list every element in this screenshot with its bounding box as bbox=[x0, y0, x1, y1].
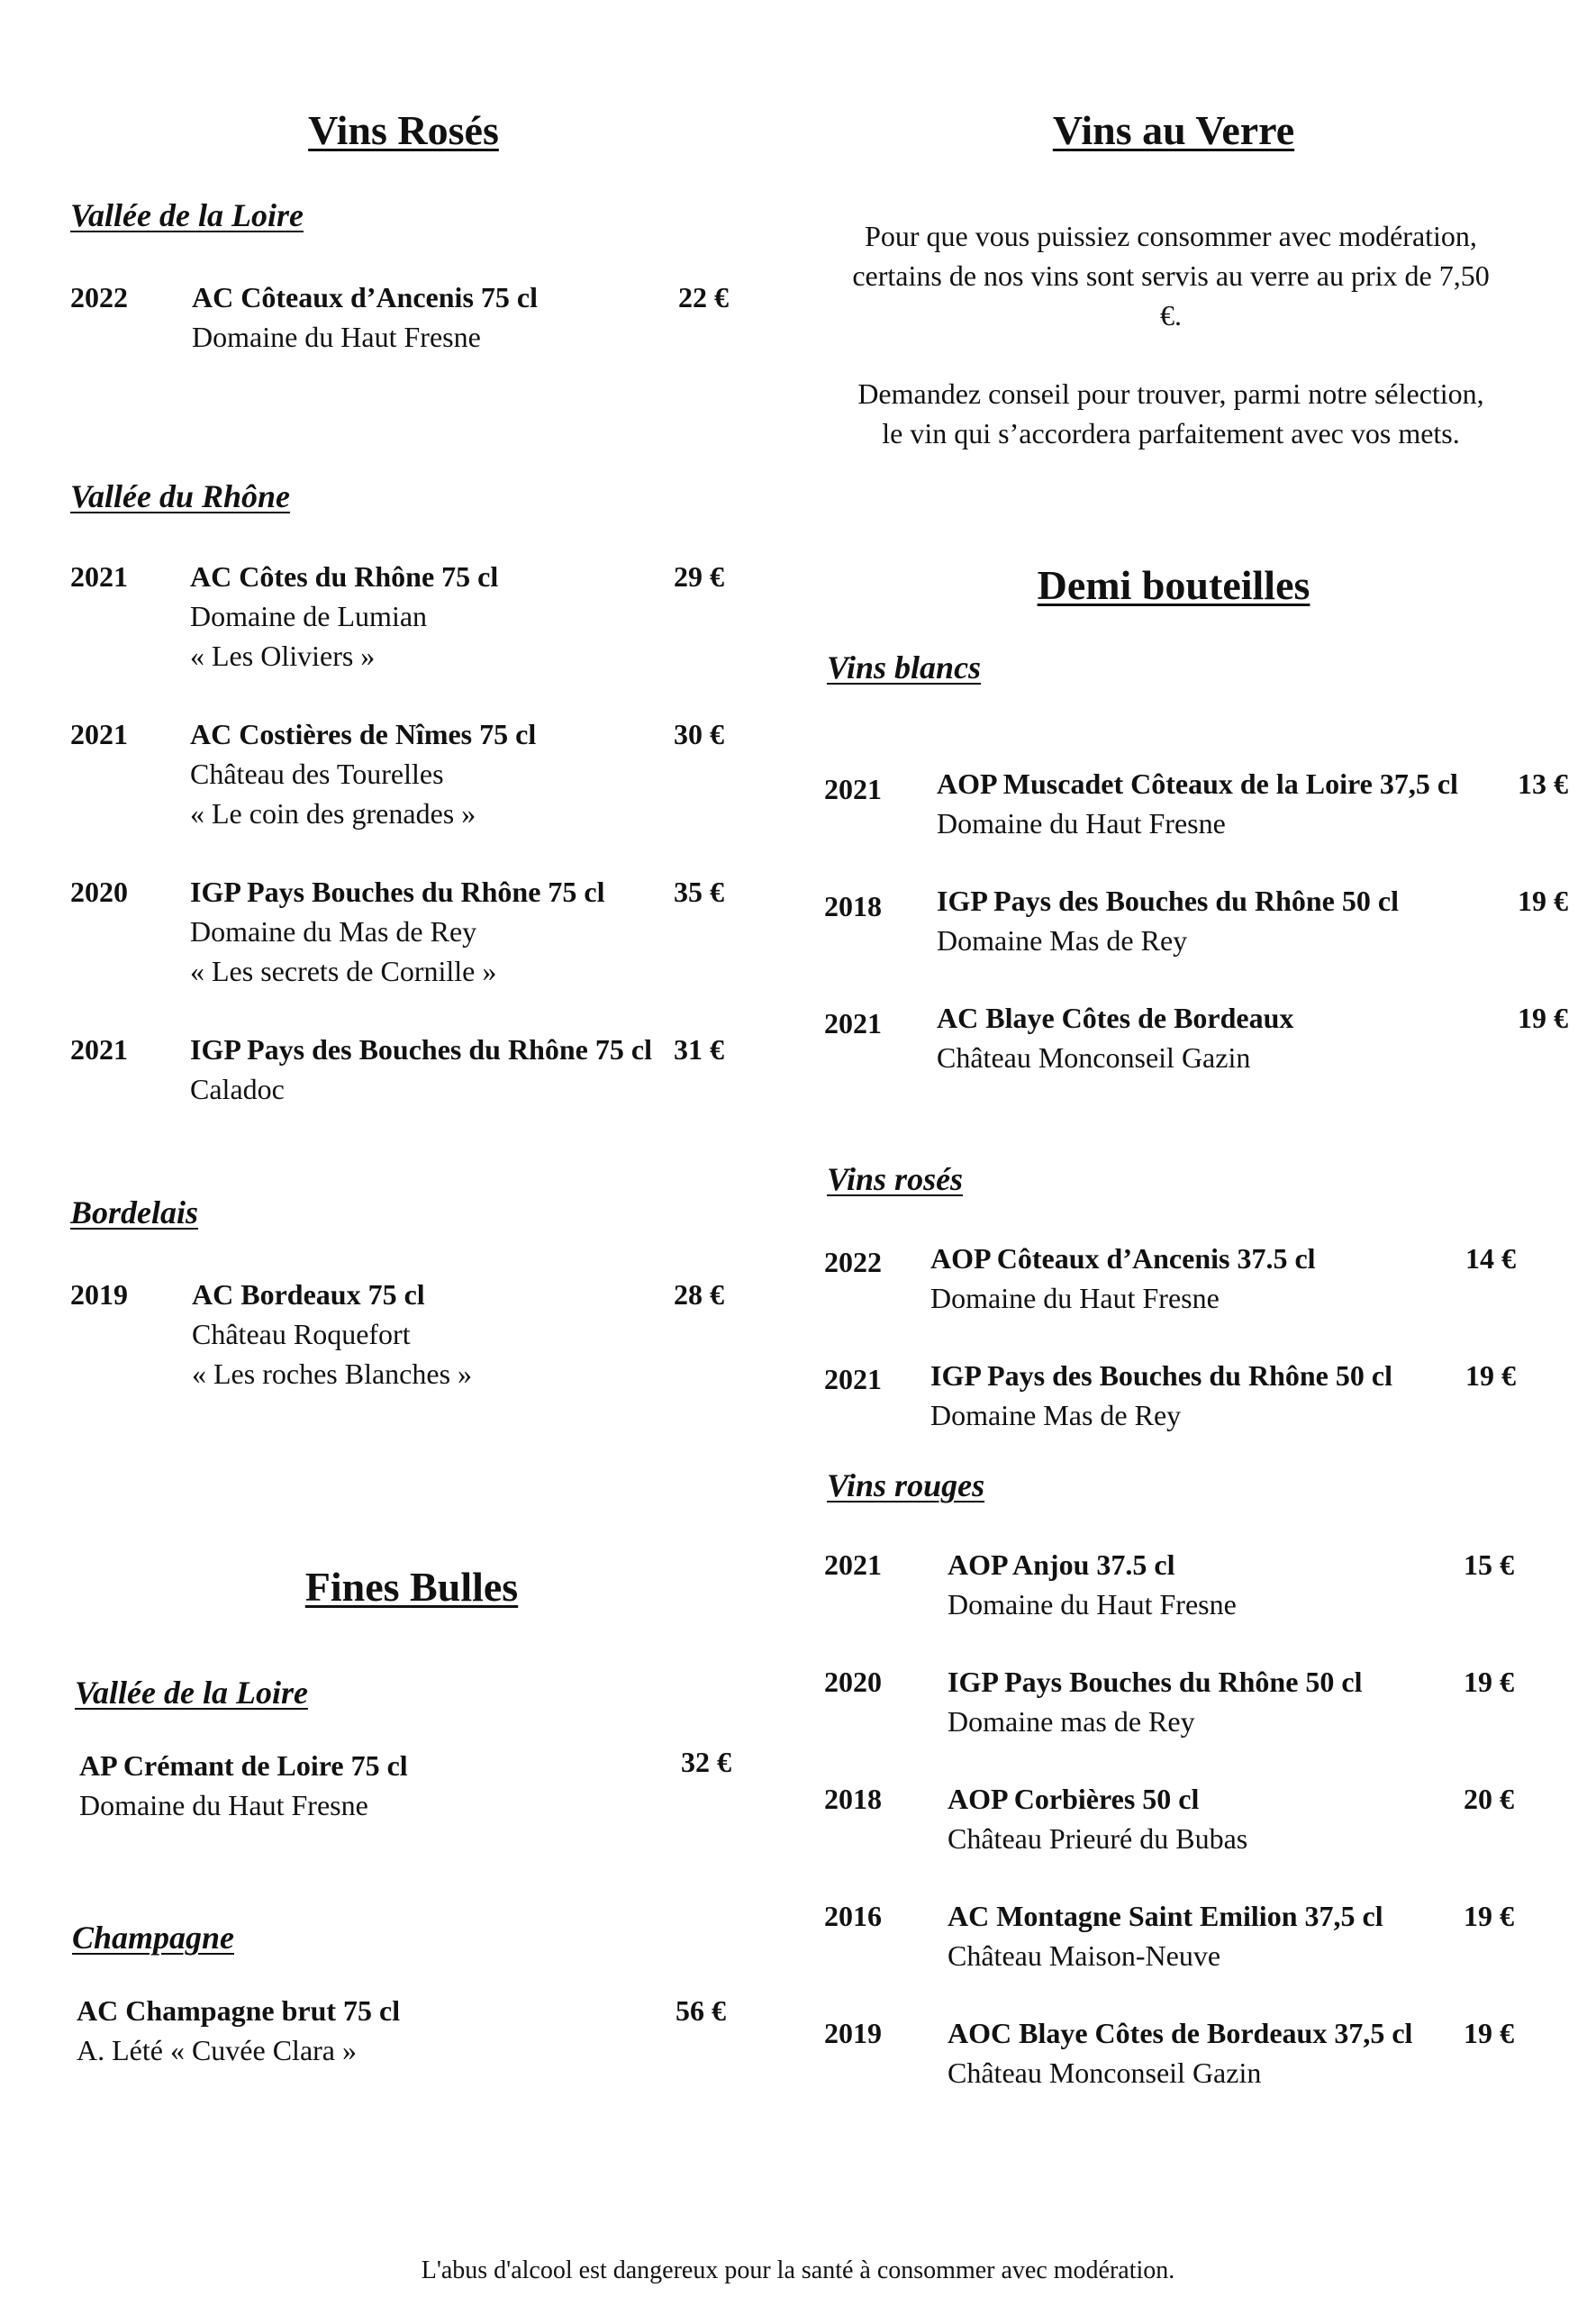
wine-appellation: AC Côtes du Rhône 75 cl bbox=[190, 560, 499, 593]
wine-year: 2022 bbox=[824, 1246, 882, 1278]
wine-appellation: AOP Anjou 37.5 cl bbox=[948, 1548, 1175, 1581]
wine-price: 14 € bbox=[1465, 1242, 1516, 1275]
wine-year: 2021 bbox=[824, 773, 882, 805]
wine-producer: A. Lété « Cuvée Clara » bbox=[77, 2034, 357, 2066]
wine-producer: Château Maison-Neuve bbox=[948, 1939, 1221, 1972]
section-title-vins-au-verre: Vins au Verre bbox=[1052, 107, 1295, 153]
wine-appellation: AOC Blaye Côtes de Bordeaux 37,5 cl bbox=[948, 2017, 1413, 2049]
wine-name bbox=[190, 1030, 658, 1109]
region-vallee-loire-bulles: Vallée de la Loire bbox=[75, 1675, 308, 1711]
wine-name bbox=[948, 1545, 1237, 1624]
region-vins-roses-demi: Vins rosés bbox=[827, 1161, 964, 1197]
region-vallee-rhone: Vallée du Rhône bbox=[70, 478, 291, 514]
wine-price: 20 € bbox=[1464, 1783, 1514, 1815]
region-champagne: Champagne bbox=[72, 1920, 235, 1956]
wine-producer: Château des Tourelles bbox=[190, 758, 444, 790]
wine-appellation: AOP Côteaux d’Ancenis 37.5 cl bbox=[930, 1242, 1316, 1275]
wine-appellation: AC Côteaux d’Ancenis 75 cl bbox=[192, 281, 538, 313]
wine-price: 19 € bbox=[1518, 1002, 1568, 1034]
wine-year: 2022 bbox=[70, 281, 128, 313]
wine-producer: Domaine du Mas de Rey bbox=[190, 915, 477, 948]
wine-year: 2021 bbox=[70, 1033, 128, 1066]
wine-year: 2016 bbox=[824, 1900, 882, 1932]
wine-cuvee: « Les secrets de Cornille » bbox=[190, 955, 497, 987]
wine-name bbox=[937, 764, 1458, 843]
wine-name bbox=[79, 1746, 408, 1825]
wine-price: 19 € bbox=[1464, 1900, 1514, 1932]
region-vins-blancs: Vins blancs bbox=[827, 649, 982, 685]
wine-name bbox=[937, 998, 1293, 1077]
wine-price: 19 € bbox=[1464, 1666, 1514, 1698]
wine-name bbox=[930, 1356, 1392, 1435]
intro-paragraph: Pour que vous puissiez consommer avec modération, certains de nos vins sont servis au verre au prix de 7,50 €. bbox=[852, 220, 1490, 331]
wine-producer: Domaine du Haut Fresne bbox=[79, 1789, 368, 1821]
wine-name bbox=[77, 1991, 400, 2070]
wine-appellation: IGP Pays Bouches du Rhône 75 cl bbox=[190, 876, 605, 908]
wine-appellation: IGP Pays des Bouches du Rhône 50 cl bbox=[937, 885, 1399, 917]
wine-producer: Domaine mas de Rey bbox=[948, 1705, 1195, 1738]
wine-name bbox=[190, 714, 536, 833]
wine-appellation: AC Bordeaux 75 cl bbox=[192, 1278, 425, 1311]
wine-producer: Château Prieuré du Bubas bbox=[948, 1822, 1248, 1855]
wine-appellation: IGP Pays des Bouches du Rhône 50 cl bbox=[930, 1359, 1392, 1392]
region-vallee-loire-roses: Vallée de la Loire bbox=[70, 197, 304, 233]
wine-name bbox=[937, 881, 1399, 960]
wine-appellation: AOP Muscadet Côteaux de la Loire 37,5 cl bbox=[937, 767, 1458, 800]
wine-producer: Domaine de Lumian bbox=[190, 600, 428, 632]
wine-year: 2021 bbox=[824, 1548, 882, 1581]
wine-producer: Domaine du Haut Fresne bbox=[937, 807, 1226, 840]
health-warning: L'abus d'alcool est dangereux pour la santé à consommer avec modération. bbox=[421, 2256, 1175, 2284]
wine-name bbox=[190, 872, 605, 991]
wine-producer: Château Monconseil Gazin bbox=[937, 1041, 1251, 1074]
wine-producer: Domaine Mas de Rey bbox=[930, 1399, 1182, 1431]
wine-appellation: AC Champagne brut 75 cl bbox=[77, 1994, 401, 2027]
wine-cuvee: « Les Oliviers » bbox=[190, 640, 376, 672]
wine-price: 32 € bbox=[681, 1746, 731, 1778]
wine-price: 22 € bbox=[678, 281, 729, 313]
wine-price: 19 € bbox=[1518, 885, 1568, 917]
wine-name bbox=[948, 2013, 1412, 2093]
section-title-demi-bouteilles: Demi bouteilles bbox=[1037, 562, 1310, 608]
wine-appellation: AOP Corbières 50 cl bbox=[948, 1783, 1200, 1815]
wine-year: 2019 bbox=[70, 1278, 128, 1311]
wine-cuvee: « Les roches Blanches » bbox=[192, 1357, 473, 1390]
wine-producer: Château Monconseil Gazin bbox=[948, 2056, 1262, 2089]
wine-price: 19 € bbox=[1464, 2017, 1514, 2049]
wine-producer: Domaine Mas de Rey bbox=[937, 924, 1188, 957]
wine-year: 2019 bbox=[824, 2017, 882, 2049]
section-title-fines-bulles: Fines Bulles bbox=[304, 1564, 519, 1610]
wine-name bbox=[948, 1896, 1383, 1975]
wine-appellation: AC Montagne Saint Emilion 37,5 cl bbox=[948, 1900, 1383, 1932]
wine-appellation: IGP Pays Bouches du Rhône 50 cl bbox=[948, 1666, 1363, 1698]
wine-name bbox=[192, 1275, 472, 1394]
wine-producer: Caladoc bbox=[190, 1073, 285, 1105]
wine-name bbox=[948, 1662, 1363, 1741]
wine-appellation: AC Costières de Nîmes 75 cl bbox=[190, 718, 537, 750]
wine-name bbox=[192, 277, 538, 357]
wine-price: 56 € bbox=[676, 1994, 726, 2027]
wine-producer: Domaine du Haut Fresne bbox=[930, 1282, 1220, 1314]
wine-cuvee: « Le coin des grenades » bbox=[190, 797, 476, 830]
wine-name bbox=[190, 557, 498, 676]
region-vins-rouges: Vins rouges bbox=[827, 1467, 985, 1503]
wine-year: 2020 bbox=[70, 876, 128, 908]
wine-producer: Domaine du Haut Fresne bbox=[948, 1588, 1237, 1621]
wine-price: 35 € bbox=[674, 876, 724, 908]
wine-year: 2021 bbox=[824, 1007, 882, 1040]
wine-year: 2021 bbox=[824, 1363, 882, 1395]
wine-price: 28 € bbox=[674, 1278, 724, 1311]
wine-price: 19 € bbox=[1465, 1359, 1516, 1392]
wine-year: 2018 bbox=[824, 1783, 882, 1815]
wine-price: 31 € bbox=[674, 1033, 724, 1066]
wine-appellation: AP Crémant de Loire 75 cl bbox=[79, 1749, 408, 1782]
wine-price: 13 € bbox=[1518, 767, 1568, 800]
wine-producer: Château Roquefort bbox=[192, 1318, 411, 1350]
wine-price: 29 € bbox=[674, 560, 724, 593]
wine-year: 2021 bbox=[70, 560, 128, 593]
wine-name bbox=[948, 1779, 1247, 1858]
wine-appellation: AC Blaye Côtes de Bordeaux bbox=[937, 1002, 1294, 1034]
wine-price: 15 € bbox=[1464, 1548, 1514, 1581]
wine-year: 2020 bbox=[824, 1666, 882, 1698]
wine-year: 2018 bbox=[824, 890, 882, 922]
wine-year: 2021 bbox=[70, 718, 128, 750]
wine-name bbox=[930, 1239, 1316, 1318]
section-title-vins-roses: Vins Rosés bbox=[308, 107, 499, 153]
region-bordelais: Bordelais bbox=[70, 1194, 199, 1230]
wine-producer: Domaine du Haut Fresne bbox=[192, 321, 481, 353]
advice-paragraph: Demandez conseil pour trouver, parmi notre sélection, le vin qui s’accordera parfaitement avec vos mets. bbox=[857, 377, 1484, 449]
wine-price: 30 € bbox=[674, 718, 724, 750]
wine-appellation: IGP Pays des Bouches du Rhône 75 cl bbox=[190, 1033, 652, 1066]
